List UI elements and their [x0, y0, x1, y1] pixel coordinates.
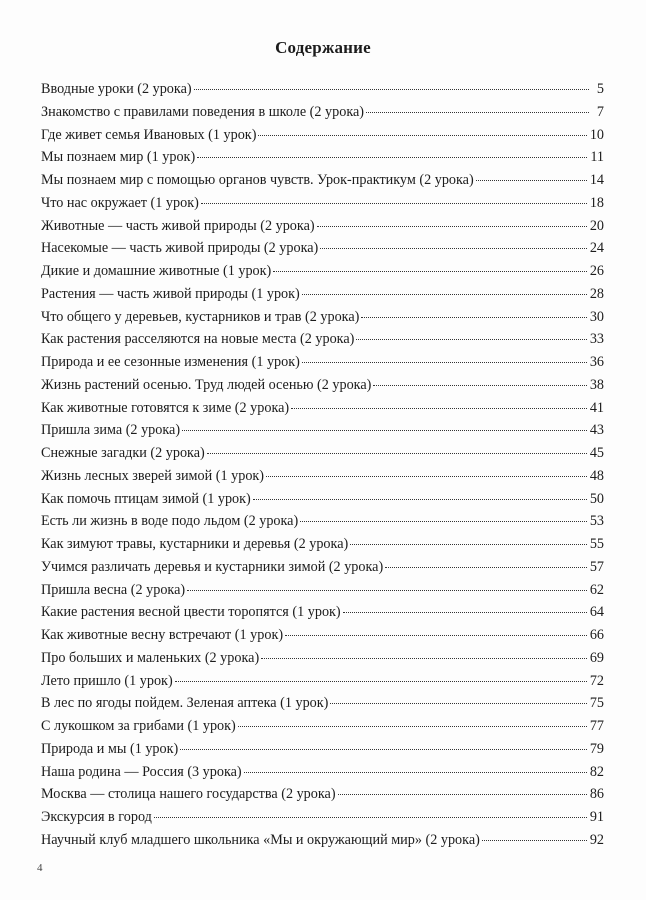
toc-entry-page: 75	[589, 695, 604, 712]
toc-leader-dots	[261, 658, 587, 659]
toc-leader-dots	[154, 817, 587, 818]
toc-entry-page: 26	[589, 263, 604, 279]
toc-entry-page: 24	[589, 240, 604, 257]
toc-leader-dots	[476, 180, 587, 181]
toc-leader-dots	[482, 840, 587, 841]
toc-entry-page: 53	[589, 513, 604, 530]
toc-entry	[41, 215, 604, 238]
toc-entry	[41, 306, 604, 329]
toc-entry	[41, 692, 604, 715]
toc-entry-title: Животные — часть живой природы (2 урока)	[41, 217, 315, 234]
toc-entry-title: Природа и ее сезонные изменения (1 урок)	[41, 354, 300, 370]
toc-leader-dots	[266, 476, 587, 477]
toc-entry	[41, 715, 604, 738]
toc-entry-title: Мы познаем мир с помощью органов чувств. Урок-практикум (2 урока)	[41, 172, 474, 188]
toc-entry-page: 57	[589, 558, 604, 575]
toc-entry	[41, 579, 604, 602]
toc-entry	[41, 419, 604, 442]
footer-page-number: 4	[37, 862, 43, 874]
toc-leader-dots	[356, 339, 586, 340]
toc-entry	[41, 146, 604, 169]
toc-leader-dots	[187, 590, 587, 591]
toc-leader-dots	[343, 612, 587, 613]
toc-leader-dots	[320, 248, 587, 249]
toc-leader-dots	[207, 453, 587, 454]
toc-leader-dots	[253, 499, 587, 500]
toc-leader-dots	[302, 362, 587, 363]
toc-entry	[41, 124, 604, 147]
toc-leader-dots	[258, 135, 586, 136]
toc-leader-dots	[317, 226, 587, 227]
toc-entry	[41, 510, 604, 533]
toc-entry-title: Где живет семья Ивановых (1 урок)	[41, 126, 257, 143]
toc-leader-dots	[197, 157, 587, 158]
toc-entry	[41, 351, 604, 374]
toc-entry-page: 20	[589, 217, 604, 234]
toc-entry-title: Как растения расселяются на новые места (2 урока)	[41, 331, 355, 348]
toc-entry-page: 18	[589, 194, 604, 211]
toc-entry	[41, 761, 604, 784]
toc-leader-dots	[291, 408, 587, 409]
toc-entry-title: Москва — столица нашего государства (2 урока)	[41, 786, 336, 803]
toc-entry-title: Насекомые — часть живой природы (2 урока)	[41, 240, 319, 257]
toc-entry-page: 7	[596, 103, 604, 120]
toc-leader-dots	[285, 635, 587, 636]
toc-entry	[41, 829, 604, 852]
toc-entry-page: 28	[589, 285, 604, 302]
toc-entry-page: 86	[589, 786, 604, 803]
toc-entry-page: 41	[589, 399, 604, 416]
toc-entry-page: 62	[589, 581, 604, 598]
toc-entry-title: Знакомство с правилами поведения в школе (2 урока)	[41, 103, 365, 120]
toc-entry	[41, 488, 604, 511]
toc-entry-title: Как животные готовятся к зиме (2 урока)	[41, 399, 290, 416]
toc-entry-page: 91	[589, 809, 604, 825]
toc-leader-dots	[350, 544, 587, 545]
toc-entry	[41, 192, 604, 215]
toc-entry-title: Как зимуют травы, кустарники и деревья (2 урока)	[41, 536, 349, 552]
toc-entry-page: 43	[589, 422, 604, 439]
toc-entry-title: Как животные весну встречают (1 урок)	[41, 627, 284, 643]
toc-entry-title: Снежные загадки (2 урока)	[41, 445, 205, 461]
toc-entry-page: 92	[589, 831, 604, 848]
toc-entry	[41, 624, 604, 647]
toc-entry-title: Что общего у деревьев, кустарников и трав (2 урока)	[41, 308, 360, 325]
toc-entry-title: Жизнь растений осенью. Труд людей осенью (2 урока)	[41, 376, 372, 393]
toc-leader-dots	[182, 430, 587, 431]
toc-entry-page: 72	[589, 672, 604, 689]
toc-entry-title: Растения — часть живой природы (1 урок)	[41, 285, 300, 302]
toc-entry-page: 82	[589, 763, 604, 780]
toc-entry-page: 77	[589, 718, 604, 734]
table-of-contents	[41, 78, 604, 852]
toc-leader-dots	[338, 794, 587, 795]
toc-entry-page: 79	[589, 740, 604, 757]
toc-entry-title: Учимся различать деревья и кустарники зимой (2 урока)	[41, 558, 384, 575]
toc-entry-title: Лето пришло (1 урок)	[41, 672, 173, 689]
toc-entry	[41, 397, 604, 420]
toc-leader-dots	[302, 294, 587, 295]
toc-entry-title: Наша родина — Россия (3 урока)	[41, 763, 242, 780]
toc-entry-title: Есть ли жизнь в воде подо льдом (2 урока)	[41, 513, 299, 530]
toc-entry-title: Дикие и домашние животные (1 урок)	[41, 263, 272, 279]
toc-entry-title: Что нас окружает (1 урок)	[41, 194, 199, 211]
toc-entry-page: 36	[589, 354, 604, 370]
toc-leader-dots	[244, 772, 587, 773]
toc-entry-title: С лукошком за грибами (1 урок)	[41, 718, 236, 734]
toc-entry-title: Как помочь птицам зимой (1 урок)	[41, 490, 251, 507]
toc-entry	[41, 806, 604, 829]
page-title: Содержание	[275, 38, 371, 57]
toc-entry-title: Какие растения весной цвести торопятся (1 урок)	[41, 604, 341, 621]
toc-entry-page: 14	[589, 172, 604, 188]
toc-entry	[41, 374, 604, 397]
toc-entry	[41, 533, 604, 556]
toc-leader-dots	[180, 749, 587, 750]
toc-leader-dots	[373, 385, 586, 386]
toc-entry-title: Вводные уроки (2 урока)	[41, 81, 192, 97]
toc-entry	[41, 783, 604, 806]
toc-entry	[41, 78, 604, 101]
toc-entry	[41, 556, 604, 579]
toc-entry	[41, 442, 604, 465]
toc-leader-dots	[330, 703, 586, 704]
toc-entry-page: 38	[589, 376, 604, 393]
toc-entry-title: Природа и мы (1 урок)	[41, 740, 179, 757]
toc-entry	[41, 169, 604, 192]
toc-entry-title: Научный клуб младшего школьника «Мы и окружающий мир» (2 урока)	[41, 831, 480, 848]
toc-entry-page: 69	[589, 649, 604, 666]
toc-entry-page: 66	[589, 627, 604, 643]
toc-leader-dots	[273, 271, 587, 272]
toc-entry-page: 5	[596, 81, 604, 97]
toc-entry	[41, 465, 604, 488]
toc-entry	[41, 647, 604, 670]
toc-leader-dots	[201, 203, 587, 204]
toc-entry-page: 30	[589, 308, 604, 325]
toc-entry	[41, 670, 604, 693]
toc-entry-page: 10	[589, 126, 604, 143]
toc-entry-title: Пришла весна (2 урока)	[41, 581, 186, 598]
toc-leader-dots	[366, 112, 589, 113]
toc-entry-title: Про больших и маленьких (2 урока)	[41, 649, 260, 666]
toc-entry-title: Пришла зима (2 урока)	[41, 422, 181, 439]
toc-entry-page: 48	[589, 467, 604, 484]
toc-entry	[41, 260, 604, 283]
toc-entry-title: В лес по ягоды пойдем. Зеленая аптека (1 урок)	[41, 695, 329, 712]
toc-leader-dots	[300, 521, 587, 522]
toc-entry-page: 33	[589, 331, 604, 348]
toc-leader-dots	[238, 726, 587, 727]
toc-entry-title: Экскурсия в город	[41, 809, 152, 825]
toc-entry	[41, 237, 604, 260]
toc-entry-page: 55	[589, 536, 604, 552]
toc-entry	[41, 328, 604, 351]
toc-entry-title: Жизнь лесных зверей зимой (1 урок)	[41, 467, 265, 484]
toc-leader-dots	[175, 681, 587, 682]
toc-entry	[41, 738, 604, 761]
toc-entry	[41, 101, 604, 124]
toc-entry-title: Мы познаем мир (1 урок)	[41, 149, 196, 166]
toc-entry	[41, 601, 604, 624]
toc-leader-dots	[194, 89, 589, 90]
toc-leader-dots	[385, 567, 587, 568]
toc-entry	[41, 283, 604, 306]
toc-entry-page: 64	[589, 604, 604, 621]
toc-leader-dots	[361, 317, 586, 318]
toc-entry-page: 45	[589, 445, 604, 461]
toc-entry-page: 11	[590, 149, 604, 166]
toc-entry-page: 50	[589, 490, 604, 507]
